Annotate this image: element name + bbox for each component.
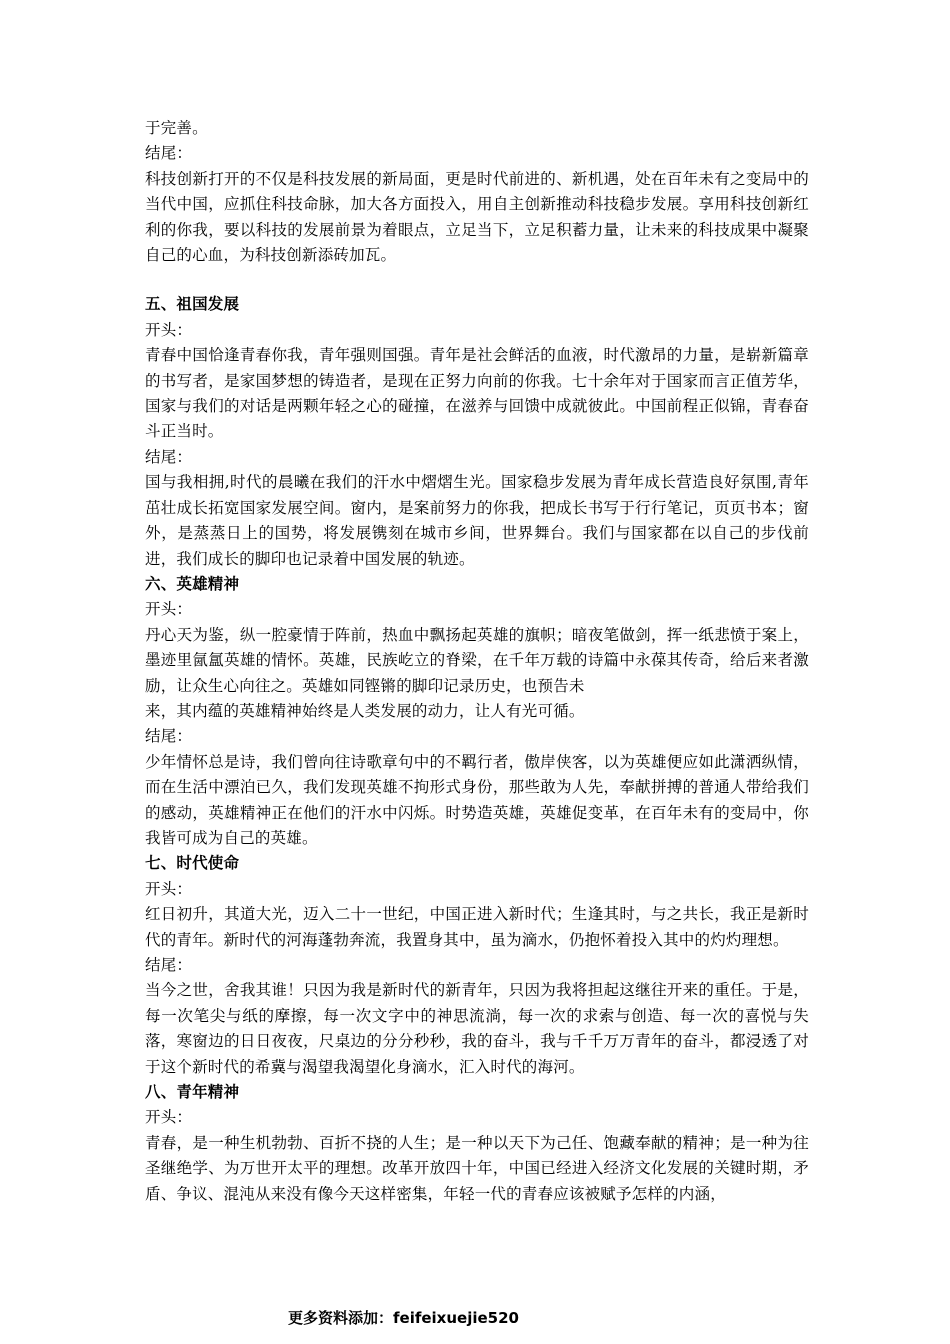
- start-label: 开头：: [145, 879, 193, 898]
- intro-end-text: 科技创新打开的不仅是科技发展的新局面，更是时代前进的、新机遇，处在百年未有之变局中的当代中国，应抓住科技命脉，加大各方面投入，用自主创新推动科技稳步发展。享用科技创新红利的你我，要以科技的发展前景为着眼点，立足当下，立足积蓄力量，让未来的科技成果中凝聚自己的心血，为科技创新添砖加瓦。: [145, 169, 809, 265]
- start-text: 丹心天为鉴，纵一腔豪情于阵前，热血中飘扬起英雄的旗帜；暗夜笔做剑，挥一纸悲愤于案上，墨迹里氤氲英雄的情怀。英雄，民族屹立的脊梁，在千年万载的诗篇中永葆其传奇，给后来者激励，让众生心向往之。英雄如同铿锵的脚印记录历史，也预告未: [145, 625, 809, 695]
- intro-end-label: 结尾：: [145, 144, 193, 163]
- section-heading-5: 五、祖国发展: [145, 295, 240, 314]
- end-label: 结尾：: [145, 727, 193, 746]
- start-label: 开头：: [145, 1108, 193, 1127]
- start-label: 开头：: [145, 320, 193, 339]
- end-text: 国与我相拥,时代的晨曦在我们的汗水中熠熠生光。国家稳步发展为青年成长营造良好氛围,青年茁壮成长拓宽国家发展空间。窗内，是案前努力的你我，把成长书写于行行笔记，页页书本；窗外，是蒸蒸日上的国势，将发展镌刻在城市乡间，世界舞台。我们与国家都在以自己的步伐前进，我们成长的脚印也记录着中国发展的轨迹。: [145, 473, 809, 568]
- section-gap: [145, 268, 809, 292]
- intro-tail: 于完善。: [145, 119, 208, 137]
- footer-note: 更多资料添加：feifeixuejie520: [288, 1309, 519, 1327]
- section-heading-7: 七、时代使命: [145, 854, 240, 873]
- start-text: 青春，是一种生机勃勃、百折不挠的人生；是一种以天下为己任、饱藏奉献的精神；是一种为往圣继绝学、为万世开太平的理想。改革开放四十年，中国已经进入经济文化发展的关键时期，矛盾、争议、混沌从来没有像今天这样密集，年轻一代的青春应该被赋予怎样的内涵，: [145, 1133, 809, 1203]
- start-text: 青春中国恰逢青春你我，青年强则国强。青年是社会鲜活的血液，时代激昂的力量，是崭新篇章的书写者，是家国梦想的铸造者，是现在正努力向前的你我。七十余年对于国家而言正值芳华，国家与我们的对话是两颗年轻之心的碰撞，在滋养与回馈中成就彼此。中国前程正似锦，青春奋斗正当时。: [145, 346, 809, 441]
- end-text: 当今之世，舍我其谁！只因为我是新时代的新青年，只因为我将担起这继往开来的重任。于是，每一次笔尖与纸的摩擦，每一次文字中的神思流淌，每一次的求索与创造、每一次的喜悦与失落，寒窗边的日日夜夜，尺桌边的分分秒秒，我的奋斗，我与千千万万青年的奋斗，都浸透了对于这个新时代的希冀与渴望我渴望化身滴水，汇入时代的海河。: [145, 981, 809, 1076]
- end-label: 结尾：: [145, 956, 193, 974]
- end-label: 结尾：: [145, 447, 193, 466]
- section-heading-8: 八、青年精神: [145, 1083, 240, 1102]
- end-text: 少年情怀总是诗，我们曾向往诗歌章句中的不羁行者，傲岸侠客，以为英雄便应如此潇洒纵情，而在生活中漂泊已久，我们发现英雄不拘形式身份，那些敢为人先，奉献拼搏的普通人带给我们的感动，英雄精神正在他们的汗水中闪烁。时势造英雄，英雄促变革，在百年未有的变局中，你我皆可成为自己的英雄。: [145, 752, 809, 847]
- start-label: 开头：: [145, 600, 193, 619]
- start-text-continued: 来，其内蕴的英雄精神始终是人类发展的动力，让人有光可循。: [145, 701, 585, 720]
- document-body: [145, 116, 809, 1207]
- section-heading-6: 六、英雄精神: [145, 574, 240, 593]
- start-text: 红日初升，其道大光，迈入二十一世纪，中国正进入新时代；生逢其时，与之共长，我正是新时代的青年。新时代的河海蓬勃奔流，我置身其中，虽为滴水，仍抱怀着投入其中的灼灼理想。: [145, 905, 809, 949]
